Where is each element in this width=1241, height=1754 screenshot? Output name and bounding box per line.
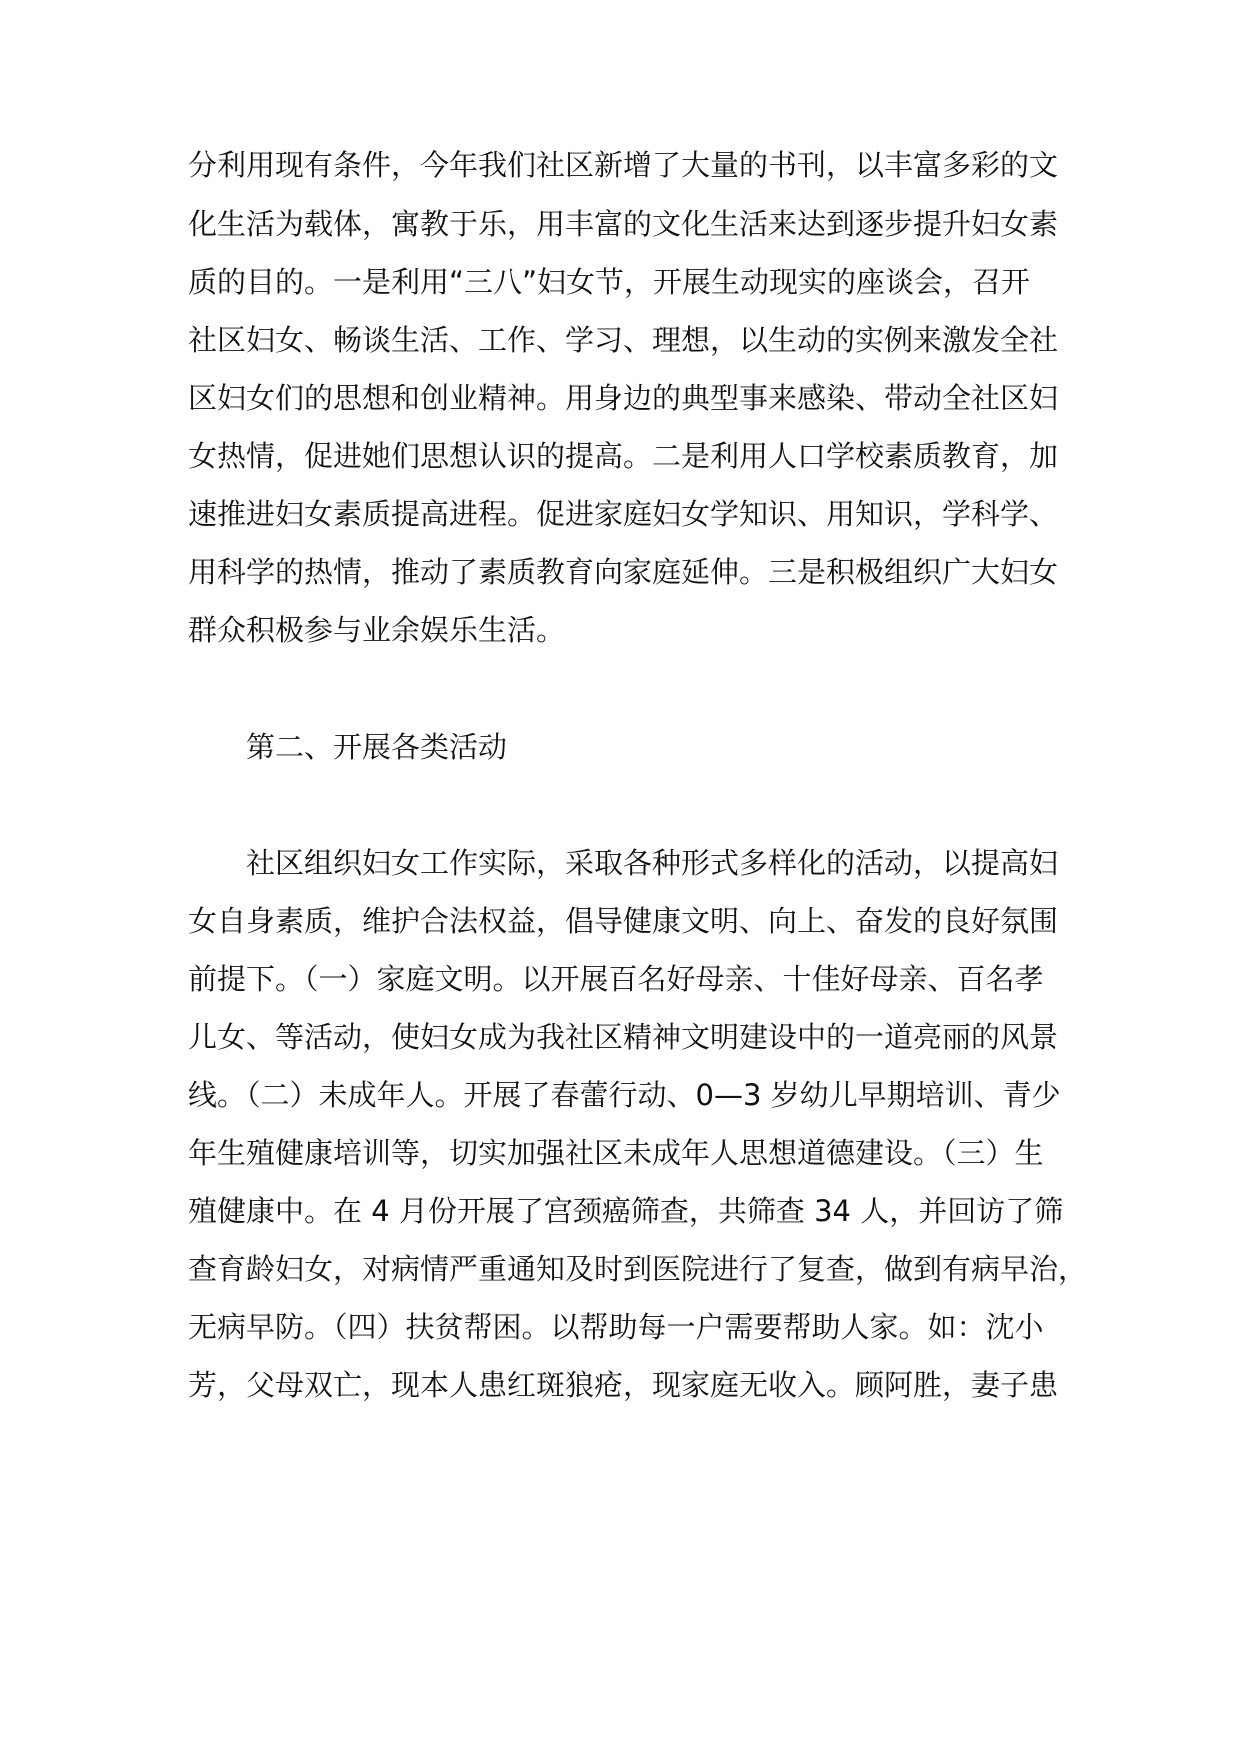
paragraph-line: 线。（二）未成年人。开展了春蕾行动、0—3 岁幼儿早期培训、青少 <box>188 1078 1061 1112</box>
paragraph-line: 社区组织妇女工作实际，采取各种形式多样化的活动，以提高妇 <box>246 846 1059 880</box>
paragraph-line: 社区妇女、畅谈生活、工作、学习、理想，以生动的实例来激发全社 <box>188 323 1059 357</box>
paragraph-line: 速推进妇女素质提高进程。促进家庭妇女学知识、用知识，学科学、 <box>188 497 1059 531</box>
paragraph-line: 芳，父母双亡，现本人患红斑狼疮，现家庭无收入。顾阿胜，妻子患 <box>188 1368 1059 1402</box>
paragraph-line: 儿女、等活动，使妇女成为我社区精神文明建设中的一道亮丽的风景 <box>188 1020 1059 1054</box>
paragraph-line: 群众积极参与业余娱乐生活。 <box>188 613 566 647</box>
paragraph-line: 分利用现有条件，今年我们社区新增了大量的书刊，以丰富多彩的文 <box>188 148 1059 182</box>
paragraph-line: 区妇女们的思想和创业精神。用身边的典型事来感染、带动全社区妇 <box>188 381 1059 415</box>
section-heading: 第二、开展各类活动 <box>246 730 508 764</box>
paragraph-line: 质的目的。一是利用“三八”妇女节，开展生动现实的座谈会，召开 <box>188 265 1031 299</box>
paragraph-line: 化生活为载体，寓教于乐，用丰富的文化生活来达到逐步提升妇女素 <box>188 207 1059 241</box>
paragraph-line: 殖健康中。在 4 月份开展了宫颈癌筛查，共筛查 34 人，并回访了筛 <box>188 1194 1064 1228</box>
paragraph-line: 前提下。（一）家庭文明。以开展百名好母亲、十佳好母亲、百名孝 <box>188 962 1044 996</box>
paragraph-line: 女热情，促进她们思想认识的提高。二是利用人口学校素质教育，加 <box>188 439 1059 473</box>
paragraph-line: 查育龄妇女，对病情严重通知及时到医院进行了复查，做到有病早治， <box>188 1252 1088 1286</box>
paragraph-line: 年生殖健康培训等，切实加强社区未成年人思想道德建设。（三）生 <box>188 1136 1044 1170</box>
paragraph-line: 无病早防。（四）扶贫帮困。以帮助每一户需要帮助人家。如：沈小 <box>188 1310 1044 1344</box>
paragraph-line: 女自身素质，维护合法权益，倡导健康文明、向上、奋发的良好氛围 <box>188 904 1059 938</box>
paragraph-line: 用科学的热情，推动了素质教育向家庭延伸。三是积极组织广大妇女 <box>188 555 1059 589</box>
